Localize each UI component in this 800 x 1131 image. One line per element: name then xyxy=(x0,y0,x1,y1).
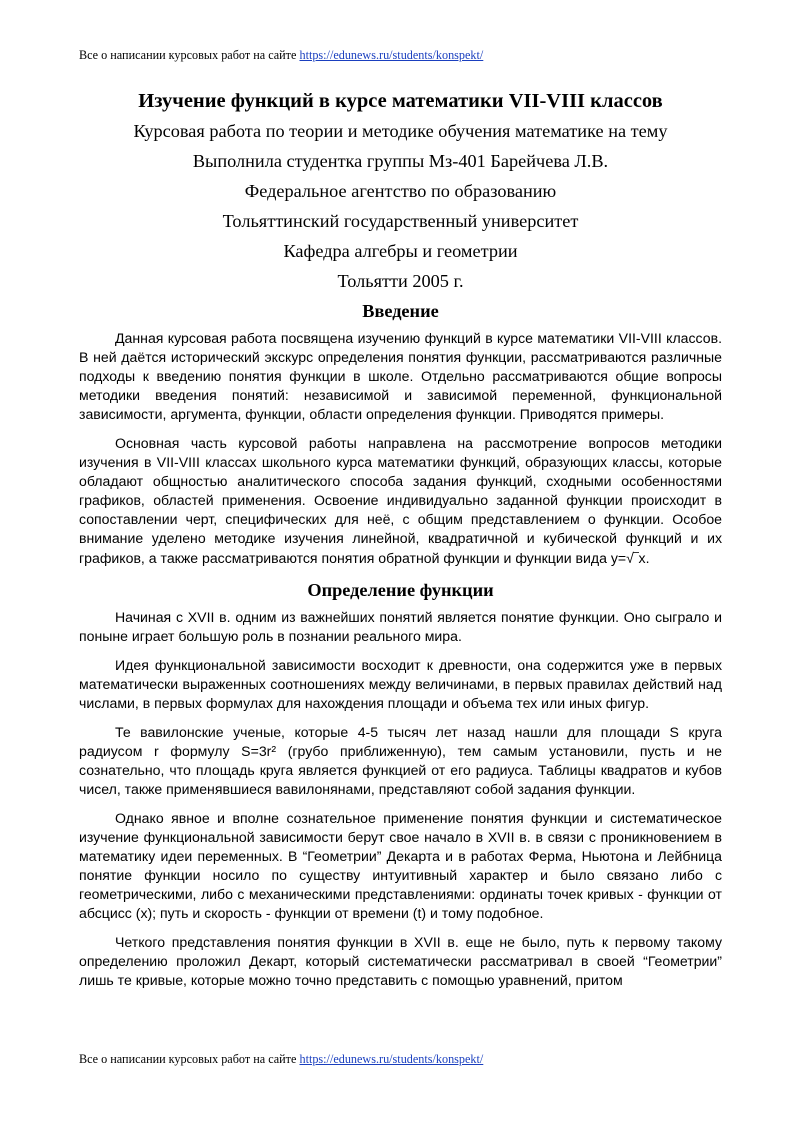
intro-paragraph-2: Основная часть курсовой работы направлена на рассмотрение вопросов методики изучения в VII-VIII классах школьного курса математики функций, образующих классы, которые обладают общностью аналитического способа задания функций, сходными особенностями графиков, областей применения. Освоение индивидуально заданной функции происходит в сопоставлении черт, специфических для неё, с общим представлением о функции. Особое внимание уделено методике изучения линейной, квадратичной и кубической функций и их графиков, а также рассматриваются понятия обратной функции и функции вида y=√‾x. xyxy=(79,435,722,566)
definition-paragraph-2: Идея функциональной зависимости восходит к древности, она содержится уже в первых математически выраженных соотношениях между величинами, в первых правилах действий над числами, в первых формулах для нахождения площади и объема тех или иных фигур. xyxy=(79,656,722,711)
page-footer xyxy=(79,1051,483,1067)
subtitle-university: Тольяттинский государственный университет xyxy=(222,211,579,231)
subtitle-author: Выполнила студентка группы Мз-401 Барейчева Л.В. xyxy=(192,151,609,171)
document-title: Изучение функций в курсе математики VII-VIII классов xyxy=(138,90,663,112)
intro-paragraph-1: Данная курсовая работа посвящена изучению функций в курсе математики VII-VIII классов. В ней даётся исторический экскурс определения понятия функции, рассматриваются различные подходы к введению понятия функции в школе. Отдельно рассматриваются общие вопросы методики введения понятий: независимой и зависимой переменной, функциональной зависимости, аргумента, функции, области определения функции. Приводятся примеры. xyxy=(79,330,722,423)
section-heading-introduction: Введение xyxy=(362,301,439,321)
definition-paragraph-1: Начиная с XVII в. одним из важнейших понятий является понятие функции. Оно сыграло и поныне играет большую роль в познании реального мира. xyxy=(79,608,722,644)
subtitle-department: Кафедра алгебры и геометрии xyxy=(283,241,518,261)
header-link[interactable]: https://edunews.ru/students/konspekt/ xyxy=(299,48,484,62)
page-header xyxy=(79,47,483,63)
document-body xyxy=(79,88,722,1000)
subtitle-topic: Курсовая работа по теории и методике обучения математике на тему xyxy=(133,121,668,141)
footer-link[interactable]: https://edunews.ru/students/konspekt/ xyxy=(299,1052,484,1066)
definition-paragraph-3: Те вавилонские ученые, которые 4-5 тысяч лет назад нашли для площади S круга радиусом r формулу S=3r² (грубо приближенную), тем самым установили, пусть и не сознательно, что площадь круга является функцией от его радиуса. Таблицы квадратов и кубов чисел, также применявшиеся вавилонянами, представляют собой задания функции. xyxy=(79,723,722,797)
header-text: Все о написании курсовых работ на сайте xyxy=(79,48,297,62)
subtitle-agency: Федеральное агентство по образованию xyxy=(244,181,557,201)
footer-text: Все о написании курсовых работ на сайте xyxy=(79,1052,297,1066)
definition-paragraph-5: Четкого представления понятия функции в XVII в. еще не было, путь к первому такому определению проложил Декарт, который систематически рассматривал в своей “Геометрии” лишь те кривые, которые можно точно представить с помощью уравнений, притом xyxy=(79,934,722,989)
section-heading-function-definition: Определение функции xyxy=(307,579,494,600)
definition-paragraph-4: Однако явное и вполне сознательное применение понятия функции и систематическое изучение функциональной зависимости берут свое начало в XVII в. в связи с проникновением в математику идеи переменных. В “Геометрии” Декарта и в работах Ферма, Ньютона и Лейбница понятие функции носило по существу интуитивный характер и было связано либо с геометрическими, либо с механическими представлениями: ординаты точек кривых - функции от абсцисс (x); путь и скорость - функции от времени (t) и тому подобное. xyxy=(79,809,722,922)
subtitle-city-year: Тольятти 2005 г. xyxy=(337,271,464,291)
